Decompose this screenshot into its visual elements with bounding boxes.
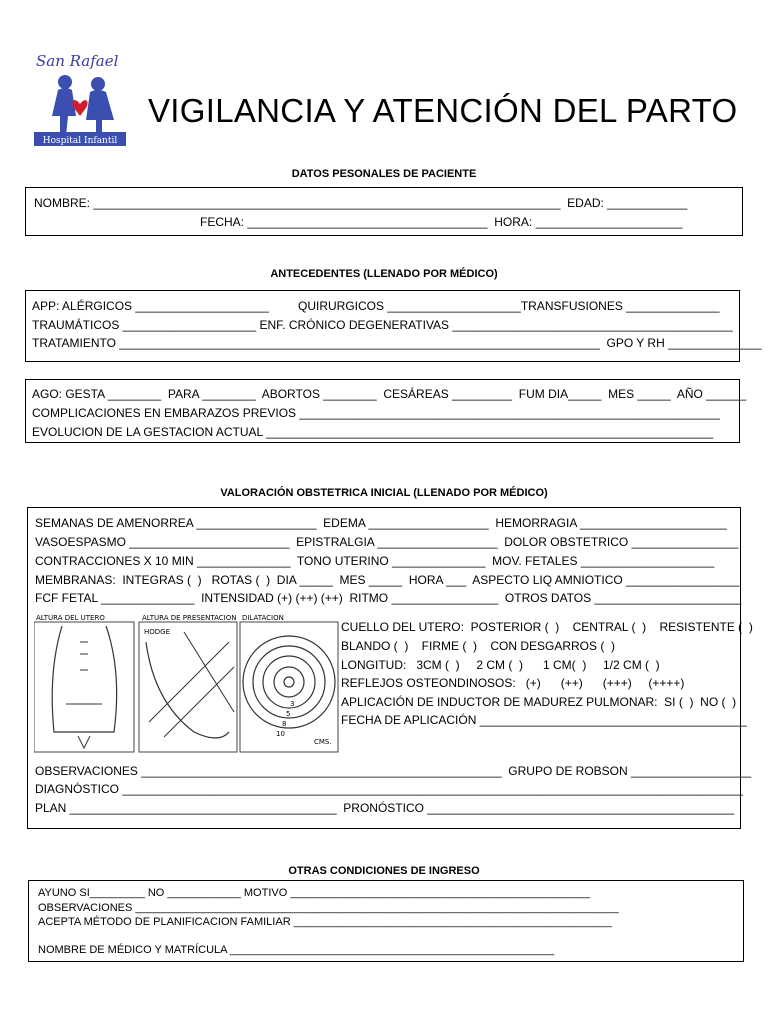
obstetric-diagrams — [34, 612, 339, 754]
app-allergies-line[interactable]: APP: ALÉRGICOS ____________________ — [32, 299, 269, 313]
surgical-transfusion-line[interactable]: QUIRURGICOS ____________________TRANSFUSIONES ______________ — [298, 299, 720, 313]
section-heading-valoracion: VALORACIÓN OBSTETRICA INICIAL (LLENADO POR MÉDICO) — [220, 487, 548, 499]
section-heading-antecedentes: ANTECEDENTES (LLENADO POR MÉDICO) — [270, 268, 498, 280]
fecha-aplicacion-line[interactable]: FECHA DE APLICACIÓN ________________________________________ — [341, 713, 747, 727]
inductor-line[interactable]: APLICACIÓN DE INDUCTOR DE MADUREZ PULMONAR: SI ( ) NO ( ) — [341, 695, 737, 709]
hospital-logo — [30, 46, 130, 148]
complications-line[interactable]: COMPLICACIONES EN EMBARAZOS PREVIOS _______________________________________________________________ — [32, 406, 720, 420]
ayuno-line[interactable]: AYUNO SI_________ NO ____________ MOTIVO _________________________________________________ — [38, 887, 591, 899]
cuello-line[interactable]: CUELLO DEL UTERO: POSTERIOR ( ) CENTRAL ( ) RESISTENTE ( ) — [341, 620, 753, 634]
ago-line[interactable]: AGO: GESTA ________ PARA ________ ABORTOS ________ CESÁREAS _________ FUM DIA_____ MES _____ AÑO ______ — [32, 387, 747, 401]
personal-box — [25, 187, 743, 236]
fcf-line[interactable]: FCF FETAL ______________ INTENSIDAD (+) (++) (++) RITMO ________________ OTROS DATOS ______________________ — [35, 591, 742, 605]
treatment-blood-line[interactable]: TRATAMIENTO ________________________________________________________________________ GPO Y RH ______________ — [32, 336, 762, 350]
diagram-n1: 3 — [290, 700, 295, 708]
otras-observaciones-line[interactable]: OBSERVACIONES _______________________________________________________________________________ — [38, 902, 619, 914]
diagram-n2: 5 — [286, 710, 291, 718]
contracciones-line[interactable]: CONTRACCIONES X 10 MIN ______________ TONO UTERINO ______________ MOV. FETALES ____________________ — [35, 554, 715, 568]
trauma-chronic-line[interactable]: TRAUMÁTICOS ____________________ ENF. CRÓNICO DEGENERATIVAS __________________________________________ — [32, 318, 733, 332]
diagram-cms: CMS. — [314, 738, 332, 746]
diagram-n3: 8 — [282, 720, 287, 728]
observaciones-line[interactable]: OBSERVACIONES ______________________________________________________ GRUPO DE ROBSON __________________ — [35, 764, 752, 778]
otras-box — [28, 880, 744, 962]
logo-text-bottom: Hospital Infantil — [42, 136, 118, 146]
vasoespasmo-line[interactable]: VASOESPASMO ________________________ EPISTRALGIA __________________ DOLOR OBSTETRICO ________________ — [35, 535, 739, 549]
amenorrea-line[interactable]: SEMANAS DE AMENORREA __________________ EDEMA __________________ HEMORRAGIA ______________________ — [35, 516, 727, 530]
longitud-line[interactable]: LONGITUD: 3CM ( ) 2 CM ( ) 1 CM( ) 1/2 CM ( ) — [341, 658, 660, 672]
diagnostico-line[interactable]: DIAGNÓSTICO _____________________________________________________________________________________________ — [35, 782, 744, 796]
date-hour-line[interactable]: FECHA: ____________________________________ HORA: ______________________ — [200, 215, 683, 229]
name-age-line[interactable]: NOMBRE: ______________________________________________________________________ EDAD: ____________ — [34, 196, 688, 210]
diagram-n4: 10 — [276, 730, 285, 738]
membranas-line[interactable]: MEMBRANAS: INTEGRAS ( ) ROTAS ( ) DIA _____ MES _____ HORA ___ ASPECTO LIQ AMNIOTICO _________________ — [35, 573, 740, 587]
ago-box — [25, 379, 747, 443]
diagram-label-dilatation: DILATACION — [242, 614, 284, 622]
diagram-label-uterus: ALTURA DEL UTERO — [36, 614, 105, 622]
diagram-label-presentation: ALTURA DE PRESENTACION — [142, 614, 237, 622]
antecedentes-box — [25, 290, 762, 362]
reflejos-line[interactable]: REFLEJOS OSTEONDINOSOS: (+) (++) (+++) (++++) — [341, 676, 685, 690]
planificacion-line[interactable]: ACEPTA MÉTODO DE PLANIFICACION FAMILIAR ____________________________________________________ — [38, 916, 612, 928]
consistency-line[interactable]: BLANDO ( ) FIRME ( ) CON DESGARROS ( ) — [341, 639, 616, 653]
logo-text-top: San Rafael — [36, 52, 119, 70]
section-heading-otras: OTRAS CONDICIONES DE INGRESO — [288, 865, 480, 877]
page-title: VIGILANCIA Y ATENCIÓN DEL PARTO — [148, 92, 738, 129]
diagram-hodge: HODGE — [144, 628, 171, 636]
plan-line[interactable]: PLAN ________________________________________ PRONÓSTICO ______________________________________________ — [35, 801, 735, 815]
section-heading-personal: DATOS PESONALES DE PACIENTE — [291, 168, 477, 180]
evolution-line[interactable]: EVOLUCION DE LA GESTACION ACTUAL ___________________________________________________________________ — [32, 425, 714, 439]
valoracion-box — [27, 507, 753, 829]
medico-line[interactable]: NOMBRE DE MÉDICO Y MATRÍCULA _____________________________________________________ — [38, 944, 555, 956]
